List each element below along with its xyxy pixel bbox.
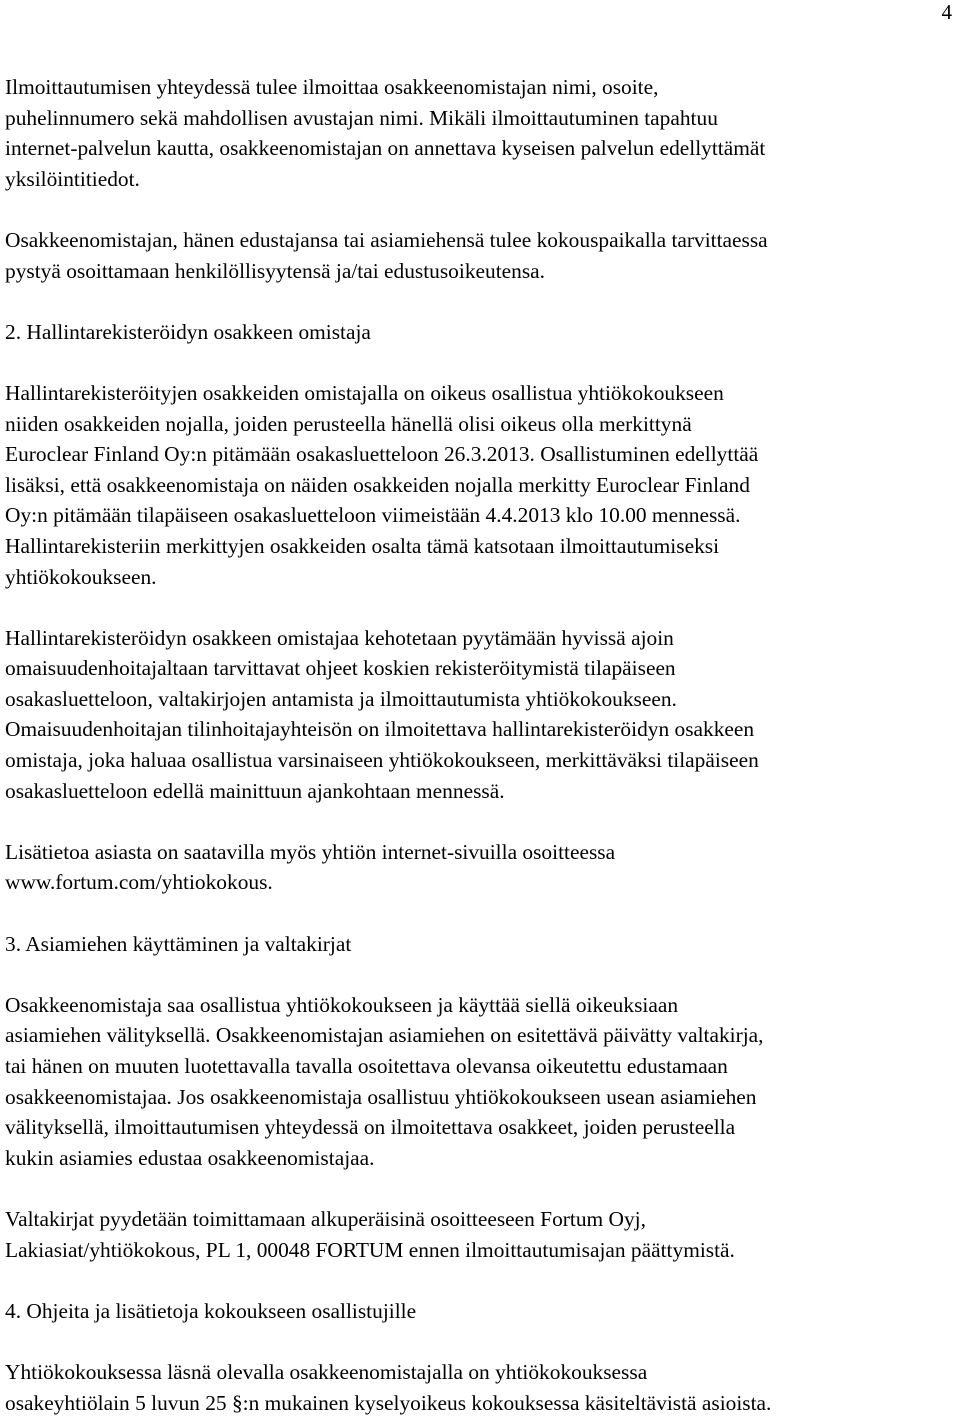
text-line: www.fortum.com/yhtiokokous.: [5, 870, 273, 895]
text-line: Valtakirjat pyydetään toimittamaan alkuperäisinä osoitteeseen Fortum Oyj,: [5, 1206, 646, 1231]
text-line: Osakkeenomistajan, hänen edustajansa tai asiamiehensä tulee kokouspaikalla tarvittaessa: [5, 227, 768, 252]
text-line: omistaja, joka haluaa osallistua varsinaiseen yhtiökokoukseen, merkittäväksi tilapäiseen: [5, 748, 759, 773]
text-line: pystyä osoittamaan henkilöllisyytensä ja/tai edustusoikeutensa.: [5, 258, 546, 283]
text-line: osakeyhtiölain 5 luvun 25 §:n mukainen kyselyoikeus kokouksessa käsiteltävistä asioista.: [5, 1390, 772, 1415]
text-line: Ilmoittautumisen yhteydessä tulee ilmoittaa osakkeenomistajan nimi, osoite,: [5, 75, 659, 99]
text-line: lisäksi, että osakkeenomistaja on näiden osakkeiden nojalla merkitty Euroclear Finland: [5, 472, 750, 497]
text-line: osakasluetteloon, valtakirjojen antamista ja ilmoittautumista yhtiökokoukseen.: [5, 686, 677, 711]
text-line: puhelinnumero sekä mahdollisen avustajan nimi. Mikäli ilmoittautuminen tapahtuu: [5, 105, 718, 130]
text-line: osakasluetteloon edellä mainittuun ajankohtaan mennessä.: [5, 778, 505, 803]
text-line: 2. Hallintarekisteröidyn osakkeen omistaja: [5, 319, 371, 344]
text-line: Euroclear Finland Oy:n pitämään osakasluetteloon 26.3.2013. Osallistuminen edellyttää: [5, 442, 759, 467]
text-line: 4. Ohjeita ja lisätietoja kokoukseen osallistujille: [5, 1298, 417, 1323]
text-line: internet-palvelun kautta, osakkeenomistajan on annettava kyseisen palvelun edellyttämät: [5, 136, 766, 161]
text-line: omaisuudenhoitajaltaan tarvittavat ohjeet koskien rekisteröitymistä tilapäiseen: [5, 656, 676, 681]
text-line: niiden osakkeiden nojalla, joiden perusteella hänellä olisi oikeus olla merkittynä: [5, 411, 692, 436]
text-line: Omaisuudenhoitajan tilinhoitajayhteisön on ilmoitettava hallintarekisteröidyn osakkeen: [5, 717, 755, 742]
document-body: [5, 72, 955, 1418]
text-line: välityksellä, ilmoittautumisen yhteydessä on ilmoitettava osakkeet, joiden perusteella: [5, 1115, 736, 1140]
text-line: yhtiökokoukseen.: [5, 564, 157, 589]
body-paragraph: [5, 990, 955, 1174]
text-line: asiamiehen välityksellä. Osakkeenomistajan asiamiehen on esitettävä päivätty valtakirja,: [5, 1023, 764, 1048]
body-paragraph: [5, 378, 955, 592]
text-line: kukin asiamies edustaa osakkeenomistajaa.: [5, 1145, 375, 1170]
body-paragraph: [5, 837, 955, 898]
text-line: Hallintarekisteriin merkittyjen osakkeiden osalta tämä katsotaan ilmoittautumiseksi: [5, 533, 720, 558]
page-number: 4: [941, 0, 952, 24]
section-heading: [5, 317, 955, 348]
section-heading: [5, 1296, 955, 1327]
text-line: Oy:n pitämään tilapäiseen osakasluetteloon viimeistään 4.4.2013 klo 10.00 mennessä.: [5, 503, 741, 528]
text-line: Osakkeenomistaja saa osallistua yhtiökokoukseen ja käyttää siellä oikeuksiaan: [5, 992, 679, 1017]
body-paragraph: [5, 225, 955, 286]
body-paragraph: [5, 1204, 955, 1265]
text-line: Hallintarekisteröidyn osakkeen omistajaa kehotetaan pyytämään hyvissä ajoin: [5, 625, 674, 650]
body-paragraph: [5, 1357, 955, 1418]
body-paragraph: [5, 623, 955, 807]
text-line: 3. Asiamiehen käyttäminen ja valtakirjat: [5, 931, 352, 956]
text-line: Hallintarekisteröityjen osakkeiden omistajalla on oikeus osallistua yhtiökokoukseen: [5, 380, 724, 405]
text-line: yksilöintitiedot.: [5, 166, 140, 191]
text-line: tai hänen on muuten luotettavalla tavalla osoitettava olevansa oikeutettu edustamaan: [5, 1054, 728, 1078]
text-line: Lakiasiat/yhtiökokous, PL 1, 00048 FORTUM ennen ilmoittautumisajan päättymistä.: [5, 1237, 735, 1262]
text-line: osakkeenomistajaa. Jos osakkeenomistaja osallistuu yhtiökokoukseen usean asiamiehen: [5, 1084, 757, 1109]
body-paragraph: [5, 72, 955, 194]
section-heading: [5, 929, 955, 960]
text-line: Lisätietoa asiasta on saatavilla myös yhtiön internet-sivuilla osoitteessa: [5, 839, 616, 864]
text-line: Yhtiökokouksessa läsnä olevalla osakkeenomistajalla on yhtiökokouksessa: [5, 1359, 648, 1384]
